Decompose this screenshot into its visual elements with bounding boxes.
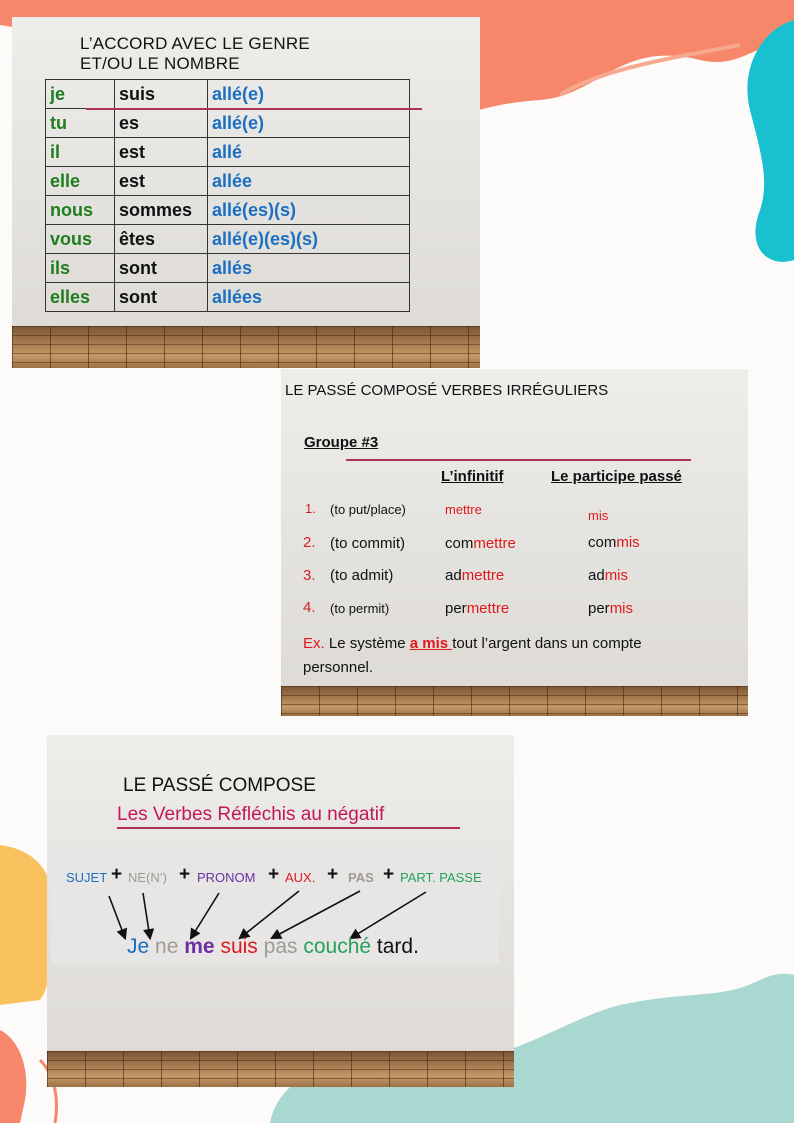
example-text-line2: personnel. — [303, 659, 374, 676]
verb-cell: suis — [115, 80, 208, 109]
item-gloss: (to admit) — [330, 567, 394, 584]
pronoun-cell: tu — [46, 109, 115, 138]
verb-cell: sont — [115, 283, 208, 312]
item-number: 2. — [303, 534, 316, 551]
pp-prefix: com — [588, 534, 617, 551]
wood-floor — [281, 686, 748, 716]
word-participe: couché — [303, 935, 372, 958]
col-infinitive-header: L’infinitif — [441, 468, 504, 485]
conjugation-table — [45, 79, 410, 312]
verb-cell: es — [115, 109, 208, 138]
pp-stem: mis — [609, 600, 634, 617]
formula-pronom: PRONOM — [197, 870, 256, 885]
slide3-title: LE PASSÉ COMPOSE — [123, 775, 316, 796]
formula-arrows — [47, 735, 514, 1087]
wood-floor — [47, 1051, 514, 1087]
pronoun-cell: il — [46, 138, 115, 167]
formula-part-passe: PART. PASSE — [400, 870, 482, 885]
example-sentence — [303, 632, 733, 680]
formula-aux: AUX. — [285, 870, 316, 885]
word-pas: pas — [263, 935, 298, 958]
slide2-title: LE PASSÉ COMPOSÉ VERBES IRRÉGULIERS — [285, 382, 609, 399]
pronoun-cell: ils — [46, 254, 115, 283]
arrow — [191, 893, 219, 938]
pp-prefix: ad — [588, 567, 605, 584]
participle-cell: allés — [208, 254, 410, 283]
strikethrough-line — [86, 108, 422, 110]
pp-stem: mis — [588, 508, 609, 523]
arrow — [109, 896, 125, 938]
infinitive — [445, 567, 504, 584]
pp-prefix: per — [588, 600, 610, 617]
inf-stem: mettre — [473, 535, 516, 552]
word-aux: suis — [220, 935, 258, 958]
slide1-title-line1: L’ACCORD AVEC LE GENRE — [80, 34, 310, 53]
table-row — [46, 254, 410, 283]
example-label: Ex. — [303, 635, 325, 652]
table-row — [46, 167, 410, 196]
plus-sign: + — [268, 864, 280, 885]
item-gloss: (to put/place) — [330, 502, 406, 517]
item-number: 1. — [305, 501, 316, 516]
example-highlight: a mis — [409, 635, 453, 652]
inf-prefix: com — [445, 535, 474, 552]
table-row — [46, 196, 410, 225]
word-tard: tard. — [376, 935, 419, 958]
coral-blob-bottom-left — [0, 1030, 26, 1123]
pp-stem: mis — [616, 534, 640, 551]
pronoun-cell: je — [46, 80, 115, 109]
word-pronom: me — [184, 935, 215, 958]
slide-verbes-irreguliers — [281, 369, 748, 716]
pronoun-cell: elles — [46, 283, 115, 312]
verb-cell: êtes — [115, 225, 208, 254]
slide-verbes-reflechis — [47, 735, 514, 1087]
arrow — [272, 891, 360, 938]
participle-cell: allées — [208, 283, 410, 312]
plus-sign: + — [383, 864, 395, 885]
verb-cell: est — [115, 167, 208, 196]
slide1-title — [80, 34, 310, 74]
yellow-blob-left — [0, 845, 53, 1005]
pronoun-cell: vous — [46, 225, 115, 254]
item-gloss: (to commit) — [330, 535, 405, 552]
heading-rule — [346, 459, 691, 461]
inf-prefix: ad — [445, 567, 462, 584]
arrow — [351, 892, 426, 938]
slide1-title-line2: ET/OU LE NOMBRE — [80, 54, 240, 73]
formula-sujet: SUJET — [66, 870, 108, 885]
table-row — [46, 225, 410, 254]
arrow — [143, 893, 150, 938]
participle-cell: allé(e) — [208, 109, 410, 138]
participle — [588, 508, 608, 523]
item-number: 4. — [303, 599, 316, 616]
plus-sign: + — [179, 864, 191, 885]
example-text-before: Le système — [324, 635, 410, 652]
wood-floor — [12, 326, 480, 368]
slide-accord-genre-nombre — [12, 17, 480, 368]
arrow — [240, 891, 299, 938]
formula-pas: PAS — [348, 870, 374, 885]
group-heading: Groupe #3 — [304, 434, 379, 451]
participle-cell: allée — [208, 167, 410, 196]
plus-sign: + — [327, 864, 339, 885]
participle-cell: allé — [208, 138, 410, 167]
participle-cell: allé(e) — [208, 80, 410, 109]
col-participle-header: Le participe passé — [551, 468, 682, 485]
verb-cell: sont — [115, 254, 208, 283]
teal-blob-right — [747, 20, 794, 262]
participle — [588, 567, 628, 584]
item-number: 3. — [303, 567, 316, 584]
participle-cell: allé(e)(es)(s) — [208, 225, 410, 254]
formula-ne: NE(N’) — [128, 870, 167, 885]
participle-cell: allé(es)(s) — [208, 196, 410, 225]
word-sujet: Je — [127, 935, 150, 958]
table-row — [46, 80, 410, 109]
word-ne: ne — [155, 935, 179, 958]
example-sentence — [127, 935, 419, 959]
participle — [588, 534, 640, 551]
table-row — [46, 138, 410, 167]
pronoun-cell: nous — [46, 196, 115, 225]
infinitive — [445, 535, 516, 552]
item-gloss: (to permit) — [330, 601, 390, 616]
slide3-subtitle: Les Verbes Réfléchis au négatif — [117, 804, 385, 825]
participle — [588, 600, 633, 617]
verb-cell: sommes — [115, 196, 208, 225]
table-row — [46, 283, 410, 312]
example-text-after: tout l’argent dans un compte — [452, 635, 642, 652]
table-row — [46, 109, 410, 138]
inf-stem: mettre — [445, 502, 482, 517]
infinitive — [445, 600, 509, 617]
inf-stem: mettre — [461, 567, 505, 584]
pronoun-cell: elle — [46, 167, 115, 196]
verb-cell: est — [115, 138, 208, 167]
inf-stem: mettre — [466, 600, 510, 617]
inf-prefix: per — [445, 600, 467, 617]
infinitive — [445, 502, 482, 517]
plus-sign: + — [111, 864, 123, 885]
pp-stem: mis — [604, 567, 629, 584]
